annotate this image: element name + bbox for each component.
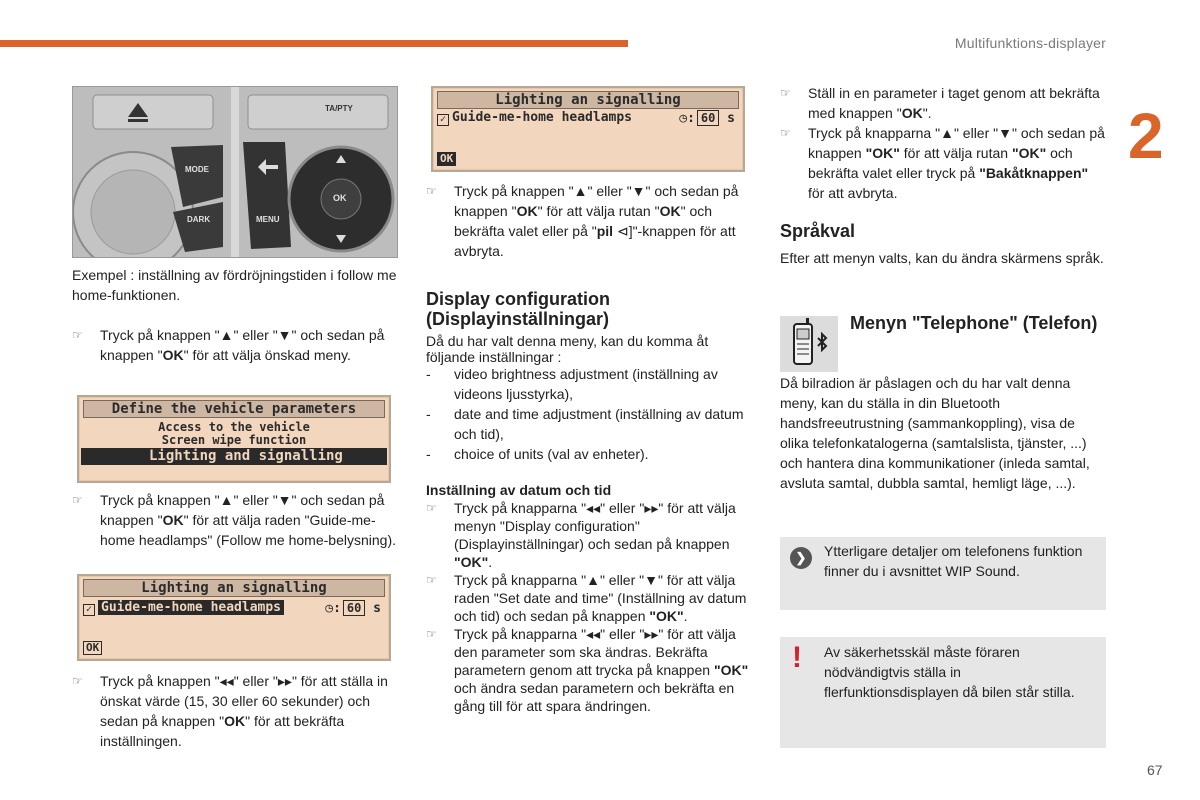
step-set-value: ☞ Tryck på knappen "◂◂" eller "▸▸" för att ställa in önskat värde (15, 30 eller 60 sekunder) och sedan på knappen "OK" för att bekräfta inställningen. [72,673,388,749]
lcd-row: ✓ Guide-me-home headlamps ◷: 60 s [437,110,739,126]
info-box [780,537,1106,610]
telephone-heading: Menyn "Telephone" (Telefon) [850,313,1098,333]
up-arrow-icon: ▲ [573,183,588,199]
step-list-2 [72,490,398,550]
info-arrow-icon: ❯ [790,547,812,569]
phone-bluetooth-icon [780,316,838,372]
header-accent-bar [0,40,628,47]
back-arrow-icon: ⊲ [616,223,629,239]
step-set-date-time: ☞ Tryck på knapparna "▲" eller "▼" för att välja raden "Set date and time" (Inställning av datum och tid) och sedan på knappen "OK". [426,572,747,624]
rewind-icon: ◂◂ [219,673,234,689]
lcd-menu-item: Screen wipe function [161,433,307,447]
warning-box [780,637,1106,748]
warning-text: Av säkerhetsskäl måste föraren nödvändigtvis ställa in flerfunktionsdisplayen då bilen står stilla. [824,644,1075,700]
lcd-value: ◷: 60 s [679,111,735,126]
rewind-icon: ◂◂ [586,626,601,642]
step-list-1 [72,325,398,365]
step-list-4 [426,181,746,261]
menu-button-label: MENU [256,215,280,224]
mode-button-label: MODE [185,165,209,174]
confirm-steps [780,83,1106,203]
lcd-row: ✓ Guide-me-home headlamps ◷: 60 s [83,600,385,616]
control-panel-photo [72,86,398,258]
ok-button-label: OK [333,193,347,203]
lcd-value: ◷: 60 s [325,601,381,616]
list-item: - date and time adjustment (inställning av datum och tid), [426,406,744,442]
list-item: - choice of units (val av enheter). [426,446,649,462]
up-arrow-icon: ▲ [586,572,600,588]
clock-icon: ◷ [679,111,688,126]
panel-caption: Exempel : inställning av fördröjningstiden i follow me home-funktionen. [72,267,397,303]
list-item: - video brightness adjustment (inställning av videons ljusstyrka), [426,366,718,402]
step-set-parameter: ☞ Ställ in en parameter i taget genom att bekräfta med knappen "OK". [780,85,1100,121]
checkbox-icon: ✓ [83,604,95,616]
chapter-number: 2 [1128,100,1164,172]
lcd-title: Lighting an signalling [437,91,739,109]
step-select-row: ☞ Tryck på knappen "▲" eller "▼" och sedan på knappen "OK" för att välja raden "Guide-me-home headlamps" (Follow me home-belysning). [72,492,396,548]
pointer-icon: ☞ [72,328,83,342]
forward-icon: ▸▸ [644,626,659,642]
display-intro: Då du har valt denna meny, kan du komma åt följande inställningar : [426,333,709,365]
language-text: Efter att menyn valts, kan du ändra skärmens språk. [780,250,1104,266]
page-number: 67 [1147,762,1163,778]
language-heading: Språkval [780,221,856,241]
lcd-title: Define the vehicle parameters [83,400,385,418]
clock-icon: ◷ [325,601,334,616]
chapter-title: Multifunktions-displayer [954,35,1106,51]
step-list-3 [72,671,398,751]
datetime-heading: Inställning av datum och tid [426,482,612,498]
down-arrow-icon: ▼ [277,492,292,508]
step-confirm: ☞ Tryck på knappen "▲" eller "▼" och sedan på knappen "OK" för att välja rutan "OK" och bekräfta valet eller på "pil ⊲]"-knappen för att avbryta. [426,183,739,259]
lcd-ok-box-selected: OK [437,152,456,166]
info-text: Ytterligare detaljer om telefonens funktion finner du i avsnittet WIP Sound. [824,543,1083,579]
up-arrow-icon: ▲ [219,327,234,343]
lcd-lighting-2 [431,86,745,172]
step-change-parameter: ☞ Tryck på knapparna "◂◂" eller "▸▸" för att välja den parameter som ska ändras. Bekräfta parametern genom att trycka på knappen "OK" och ändra sedan parametern och bekräfta en gång till för att spara ändringen. [426,626,749,714]
up-arrow-icon: ▲ [940,125,954,141]
checkbox-icon: ✓ [437,114,449,126]
pointer-icon: ☞ [426,627,437,641]
lcd-selected-item: Lighting and signalling [81,448,387,465]
lcd-ok-box: OK [83,641,102,655]
dark-button-label: DARK [187,215,211,224]
step-display-config: ☞ Tryck på knapparna "◂◂" eller "▸▸" för att välja menyn "Display configuration" (Displayinställningar) och sedan på knappen "OK". [426,500,736,570]
down-arrow-icon: ▼ [631,183,646,199]
pointer-icon: ☞ [72,493,83,507]
warning-exclamation-icon: ! [792,641,802,674]
datetime-steps [426,499,752,715]
pointer-icon: ☞ [780,126,791,140]
lcd-lighting-1 [77,574,391,661]
rewind-icon: ◂◂ [586,500,601,516]
telephone-text: Då bilradion är påslagen och du har valt denna meny, kan du ställa in din Bluetooth handsfreeutrustning (sammankoppling), visa de olika telefonkatalogerna (samtalslista, tjänster, ...) och hantera dina kommunikationer (inleda samtal, avsluta samtal, dubbla samtal, hemligt läge, ...). [780,375,1090,491]
lcd-vehicle-parameters [77,395,391,483]
down-arrow-icon: ▼ [644,572,658,588]
forward-icon: ▸▸ [644,500,659,516]
pointer-icon: ☞ [426,501,437,515]
pointer-icon: ☞ [72,674,83,688]
display-configuration-heading: Display configuration (Displayinställningar) [426,289,611,329]
forward-icon: ▸▸ [277,673,292,689]
step-select-menu: ☞ Tryck på knappen "▲" eller "▼" och sedan på knappen "OK" för att välja önskad meny. [72,327,385,363]
step-confirm-or-cancel: ☞ Tryck på knapparna "▲" eller "▼" och sedan på knappen "OK" för att välja rutan "OK" och bekräfta valet eller tryck på "Bakåtknappen" för att avbryta. [780,125,1105,201]
down-arrow-icon: ▼ [998,125,1012,141]
pointer-icon: ☞ [780,86,791,100]
pointer-icon: ☞ [426,573,437,587]
down-arrow-icon: ▼ [277,327,292,343]
lcd-menu-item: Access to the vehicle [158,420,310,434]
lcd-title: Lighting an signalling [83,579,385,597]
pointer-icon: ☞ [426,184,437,198]
up-arrow-icon: ▲ [219,492,234,508]
ta-pty-button-label: TA/PTY [325,104,353,113]
display-settings-list [426,364,752,464]
